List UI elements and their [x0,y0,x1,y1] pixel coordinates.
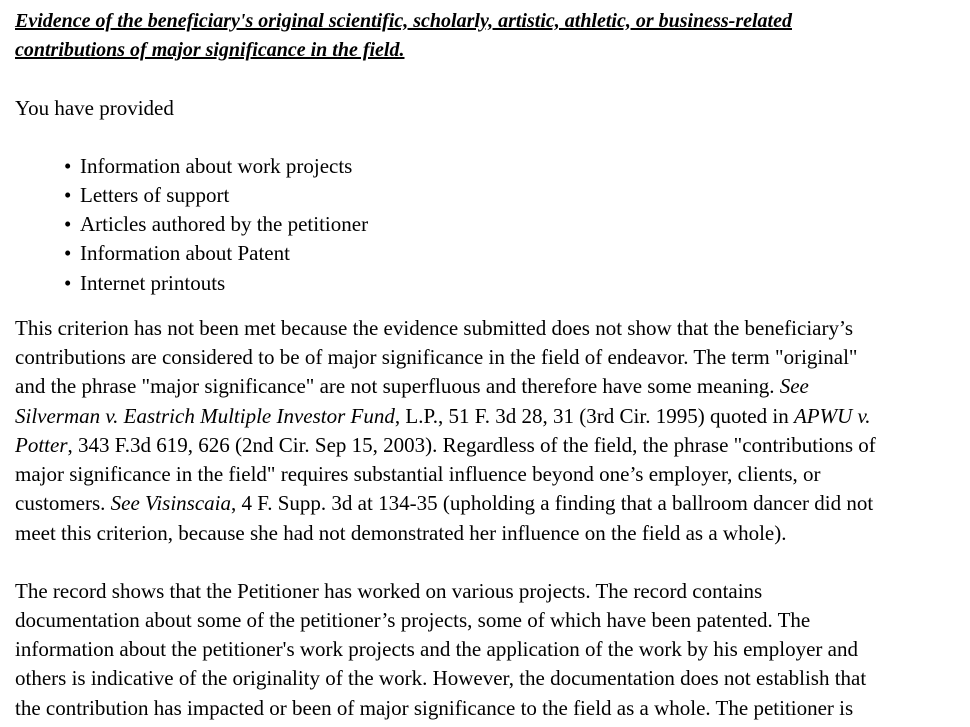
intro-text: You have provided [15,96,174,120]
text-run: and the phrase "major significance" are not superfluous and therefore have some meaning. [15,374,780,398]
list-item-label: Articles authored by the petitioner [80,212,369,236]
text-run: , 343 F.3d 619, 626 (2nd Cir. Sep 15, 2003). Regardless of the field, the phrase "contributions of [67,433,876,457]
list-item [64,210,368,239]
text-run: , 4 F. Supp. 3d at 134-35 (upholding a finding that a ballroom dancer did not [231,491,874,515]
case-name: Potter [15,433,68,457]
bullet-icon: • [64,241,72,265]
list-item-label: Information about work projects [80,154,353,178]
bullet-icon: • [64,212,72,236]
paragraph-line [15,489,873,518]
paragraph-line: contributions are considered to be of major significance in the field of endeavor. The term "original" [15,345,858,369]
list-item [64,152,352,181]
paragraph-line: documentation about some of the petitioner’s projects, some of which have been patented. The [15,608,811,632]
paragraph-line [15,402,871,431]
bullet-icon: • [64,271,72,295]
bullet-icon: • [64,154,72,178]
bullet-icon: • [64,183,72,207]
paragraph-line: others is indicative of the originality of the work. However, the documentation does not establish that [15,666,867,690]
paragraph-line: meet this criterion, because she had not demonstrated her influence on the field as a whole). [15,521,787,545]
heading-line: Evidence of the beneficiary's original scientific, scholarly, artistic, athletic, or business-related [15,10,792,32]
list-item-label: Letters of support [80,183,230,207]
paragraph-line: The record shows that the Petitioner has worked on various projects. The record contains [15,579,763,603]
paragraph-line: information about the petitioner's work projects and the application of the work by his employer and [15,637,858,661]
case-name: Silverman v. Eastrich Multiple Investor Fund [15,404,395,428]
paragraph-line: the contribution has impacted or been of major significance to the field as a whole. The petitioner is [15,696,854,720]
paragraph-line [15,431,876,460]
list-item [64,239,290,268]
paragraph-line [15,372,809,401]
list-item [64,181,229,210]
citation-signal: See [779,374,809,398]
case-name: APWU v. [793,404,871,428]
list-item [64,269,225,298]
list-item-label: Information about Patent [80,241,290,265]
paragraph-line: This criterion has not been met because the evidence submitted does not show that the beneficiary’s [15,316,853,340]
heading-line: contributions of major significance in the field. [15,39,405,61]
text-run: , L.P., 51 F. 3d 28, 31 (3rd Cir. 1995) quoted in [394,404,794,428]
list-item-label: Internet printouts [80,271,226,295]
paragraph-line: major significance in the field" requires substantial influence beyond one’s employer, clients, or [15,462,821,486]
case-name: See Visinscaia [110,491,231,515]
text-run: customers. [15,491,111,515]
